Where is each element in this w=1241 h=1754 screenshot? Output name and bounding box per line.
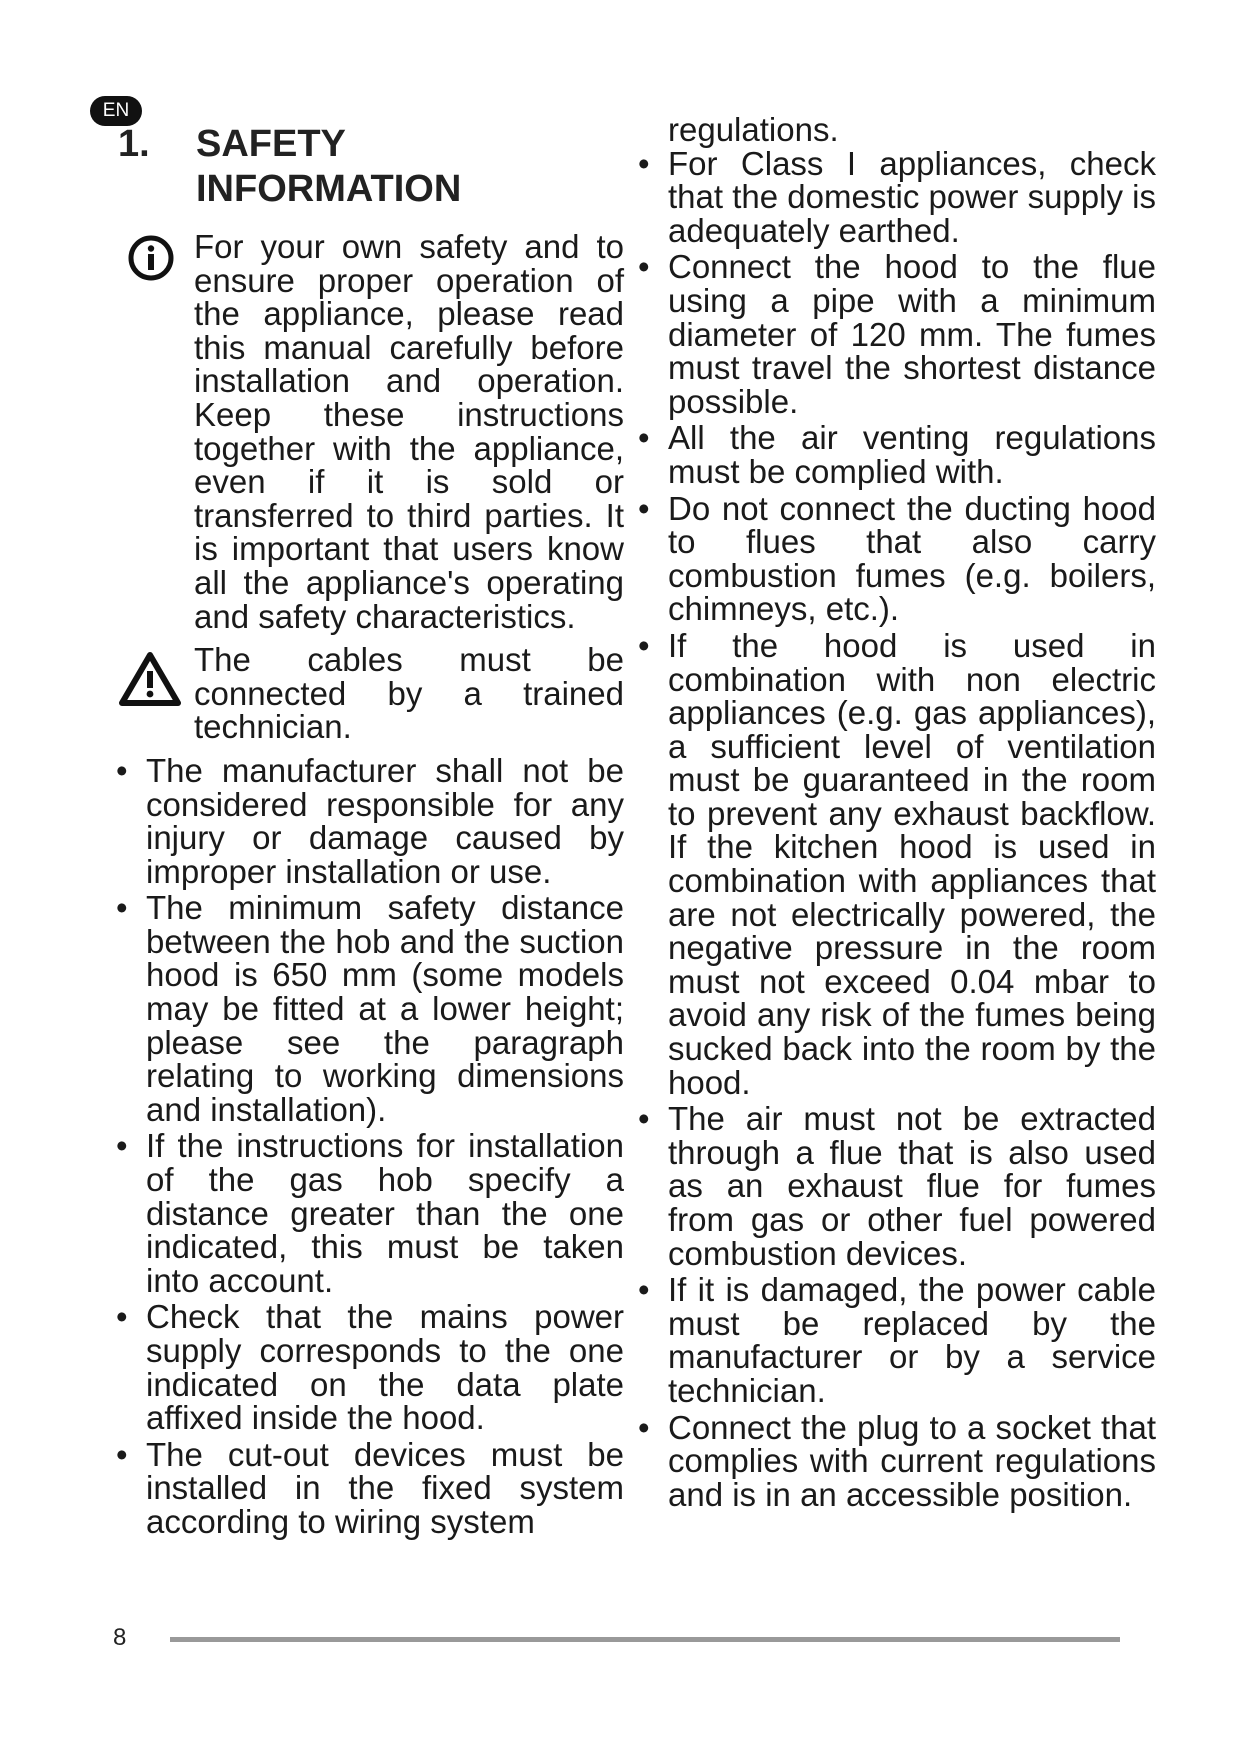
section-heading: [118, 122, 638, 212]
info-icon: [127, 234, 175, 288]
list-item: • Connect the hood to the flue using a pipe with a minimum diameter of 120 mm. The fumes must travel the shortest distance possible.: [634, 250, 1156, 418]
list-item: • For Class I appliances, check that the domestic power supply is adequately earthed.: [634, 147, 1156, 248]
continued-text: regulations.: [668, 111, 839, 148]
list-item: • Do not connect the ducting hood to flues that also carry combustion fumes (e.g. boilers, chimneys, etc.).: [634, 492, 1156, 626]
footer-rule: [170, 1637, 1120, 1642]
warning-notice: [112, 643, 624, 744]
section-title-line1: SAFETY: [196, 123, 346, 165]
list-item: • The cut-out devices must be installed in the fixed system according to wiring system: [112, 1438, 624, 1539]
list-item: • If the hood is used in combination with non electric appliances (e.g. gas appliances), a sufficient level of ventilation must be guaranteed in the room to prevent any exhaust backflow. If the kitchen hood is used in combination with appliances that are not electrically powered, the negative pressure in the room must not exceed 0.04 mbar to avoid any risk of the fumes being sucked back into the room by the hood.: [634, 629, 1156, 1099]
info-notice: [112, 230, 624, 633]
page-number: 8: [113, 1624, 127, 1651]
list-item: • The air must not be extracted through a flue that is also used as an exhaust flue for fumes from gas or other fuel powered combustion devices.: [634, 1102, 1156, 1270]
left-column: [112, 230, 624, 1542]
list-item: • If it is damaged, the power cable must be replaced by the manufacturer or by a service technician.: [634, 1273, 1156, 1407]
info-notice-text: For your own safety and to ensure proper operation of the appliance, please read this manual carefully before installation and operation. Keep these instructions together with the appliance, even if it is sold or transferred to third parties. It is important that users know all the appliance's operating and safety characteristics.: [194, 228, 624, 635]
section-title-line2: INFORMATION: [196, 168, 462, 210]
section-number: 1.: [118, 123, 150, 165]
warning-notice-text: The cables must be connected by a trained technician.: [194, 641, 624, 746]
warning-icon: [118, 651, 182, 713]
list-item: • The minimum safety distance between the hob and the suction hood is 650 mm (some models may be fitted at a lower height; please see the paragraph relating to working dimensions and installation).: [112, 891, 624, 1126]
list-item: • Connect the plug to a socket that complies with current regulations and is in an accessible position.: [634, 1411, 1156, 1512]
right-bullet-list: [634, 144, 1156, 1513]
list-item: • All the air venting regulations must be complied with.: [634, 421, 1156, 488]
list-item: • If the instructions for installation of the gas hob specify a distance greater than the one indicated, this must be taken into account.: [112, 1129, 624, 1297]
left-bullet-list: [112, 751, 624, 1540]
list-item: • Check that the mains power supply corresponds to the one indicated on the data plate affixed inside the hood.: [112, 1300, 624, 1434]
language-badge: EN: [90, 96, 142, 126]
right-column: [634, 113, 1156, 1514]
list-item: • The manufacturer shall not be considered responsible for any injury or damage caused by improper installation or use.: [112, 754, 624, 888]
